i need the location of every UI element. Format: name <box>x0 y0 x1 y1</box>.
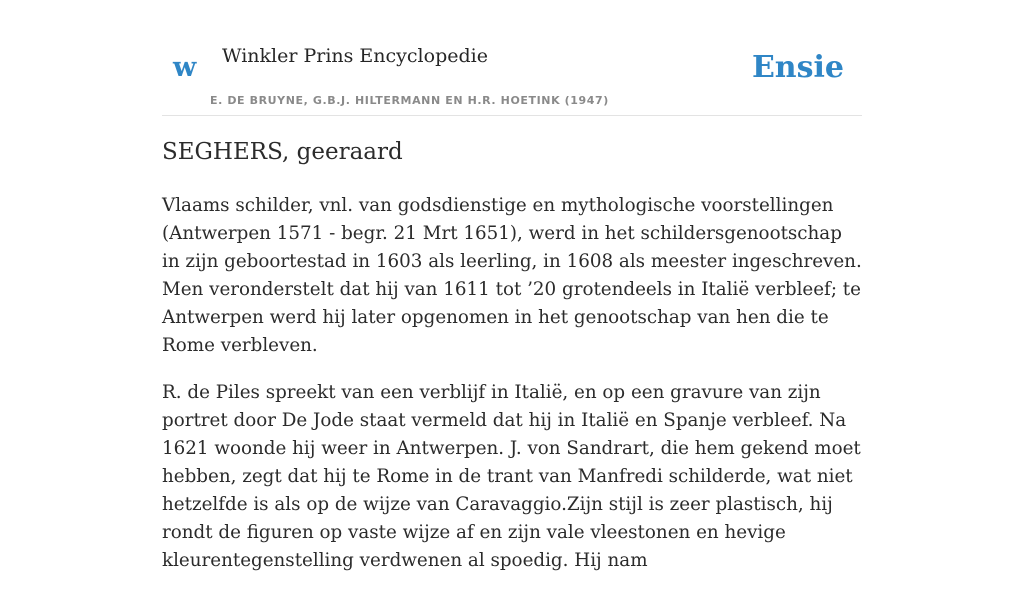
site-logo[interactable]: w <box>173 52 197 83</box>
entry-title: SEGHERS, geeraard <box>162 139 403 165</box>
entry-paragraph: Vlaams schilder, vnl. van godsdienstige en mythologische voorstellingen (Antwerpen 1571 - begr. 21 Mrt 1651), werd in het schildersgenootschap in zijn geboortestad in 1603 als leerling, in 1608 als meester ingeschreven. Men veronderstelt dat hij van 1611 tot ’20 grotendeels in Italië verbleef; te Antwerpen werd hij later opgenomen in het genootschap van hen die te Rome verbleven. <box>162 195 862 356</box>
entry-body <box>162 192 862 594</box>
source-authors: E. DE BRUYNE, G.B.J. HILTERMANN EN H.R. HOETINK (1947) <box>210 94 609 107</box>
source-title[interactable]: Winkler Prins Encyclopedie <box>222 45 488 67</box>
site-header <box>162 0 862 116</box>
entry-paragraph: R. de Piles spreekt van een verblijf in Italië, en op een gravure van zijn portret door De Jode staat vermeld dat hij in Italië en Spanje verbleef. Na 1621 woonde hij weer in Antwerpen. J. von Sandrart, die hem gekend moet hebben, zegt dat hij te Rome in de trant van Manfredi schilderde, wat niet hetzelfde is als op de wijze van Caravaggio.Zijn stijl is zeer plastisch, hij rondt de figuren op vaste wijze af en zijn vale vleestonen en hevige kleurentegenstelling verdwenen al spoedig. Hij nam <box>162 382 861 571</box>
brand-logo[interactable]: Ensie <box>751 50 844 85</box>
page-container <box>162 0 862 571</box>
